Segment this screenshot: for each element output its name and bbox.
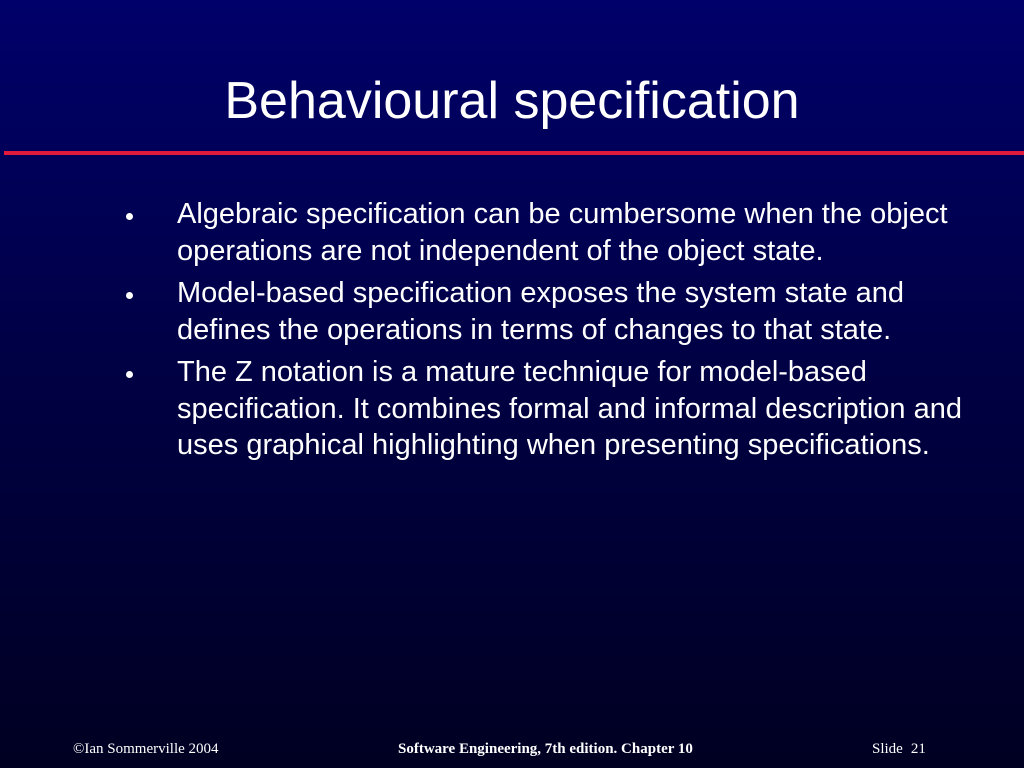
bullet-text: The Z notation is a mature technique for model-based specification. It combines formal and informal description and uses graphical highlighting when presenting specifications. [177,356,962,461]
bullet-item [120,196,980,269]
footer-copyright: ©Ian Sommerville 2004 [73,741,219,757]
bullet-dot-icon [126,371,133,378]
bullet-item [120,275,980,348]
bullet-text: Algebraic specification can be cumbersome when the object operations are not independent of the object state. [177,198,948,267]
bullet-text: Model-based specification exposes the system state and defines the operations in terms of changes to that state. [177,277,905,346]
slide-title: Behavioural specification [224,72,800,130]
slide-label: Slide [872,741,903,757]
slide-number: 21 [910,741,926,757]
bullet-dot-icon [126,292,133,299]
title-divider [4,151,1024,155]
footer-book-title: Software Engineering, 7th edition. Chapter 10 [398,741,693,757]
bullet-list [120,196,980,470]
bullet-dot-icon [126,213,133,220]
footer-slide-number [872,740,926,758]
bullet-item [120,354,980,464]
